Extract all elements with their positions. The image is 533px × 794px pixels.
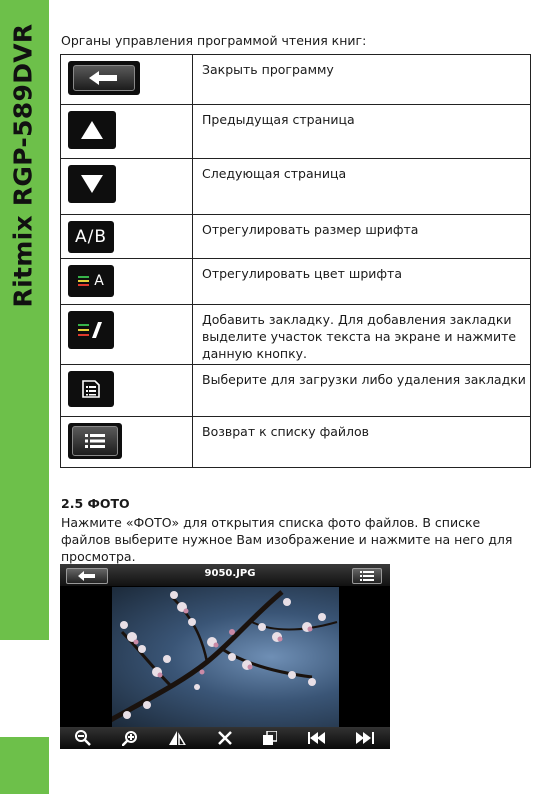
file-list-icon	[360, 571, 374, 581]
triangle-up-icon	[81, 121, 103, 139]
viewer-toolbar	[60, 727, 390, 749]
control-desc: Следующая страница	[193, 159, 531, 215]
file-list-button[interactable]	[68, 423, 122, 459]
slideshow-icon[interactable]	[263, 731, 277, 745]
font-size-icon: A/B	[74, 227, 108, 247]
next-page-button[interactable]	[68, 165, 116, 203]
blossom-image	[112, 587, 339, 727]
photo-viewer-screenshot	[60, 564, 390, 749]
viewer-filename: 9050.JPG	[204, 568, 256, 579]
control-desc: Отрегулировать цвет шрифта	[193, 259, 531, 305]
font-color-icon	[78, 275, 90, 287]
table-row	[61, 105, 531, 159]
previous-page-button[interactable]	[68, 111, 116, 149]
table-row	[61, 417, 531, 468]
section-title: 2.5 ФОТО	[61, 496, 130, 511]
triangle-down-icon	[81, 175, 103, 193]
control-desc: Добавить закладку. Для добавления закладки выделите участок текста на экране и нажмите данную кнопку.	[193, 305, 531, 365]
section-body: Нажмите «ФОТО» для открытия списка фото файлов. В списке файлов выберите нужное Вам изображение и нажмите на него для просмотра.	[61, 515, 513, 564]
font-size-button[interactable]	[68, 221, 114, 253]
viewer-back-button[interactable]	[66, 568, 108, 584]
viewer-top-bar	[60, 564, 390, 586]
table-row	[61, 159, 531, 215]
back-arrow-icon	[89, 71, 119, 85]
back-arrow-icon	[78, 571, 96, 581]
side-bar	[0, 0, 49, 794]
font-color-button[interactable]	[68, 265, 114, 297]
blossom-photo[interactable]	[112, 587, 339, 727]
controls-table	[60, 54, 531, 468]
zoom-out-icon[interactable]	[75, 730, 91, 746]
control-desc: Предыдущая страница	[193, 105, 531, 159]
intro-text: Органы управления программой чтения книг:	[61, 33, 367, 48]
fit-screen-icon[interactable]	[218, 731, 232, 745]
table-row	[61, 215, 531, 259]
control-desc: Выберите для загрузки либо удаления закладки	[193, 365, 531, 417]
side-bar-gap	[0, 640, 49, 737]
viewer-list-button[interactable]	[352, 568, 382, 584]
control-desc: Отрегулировать размер шрифта	[193, 215, 531, 259]
table-row	[61, 259, 531, 305]
back-button[interactable]	[68, 61, 140, 95]
font-color-letter: A	[94, 273, 104, 289]
previous-icon[interactable]	[308, 732, 326, 744]
table-row	[61, 305, 531, 365]
zoom-in-icon[interactable]	[122, 730, 138, 746]
table-row	[61, 365, 531, 417]
control-desc: Закрыть программу	[193, 55, 531, 105]
next-icon[interactable]	[356, 732, 374, 744]
side-label: Ritmix RGP-589DVR	[8, 23, 38, 307]
bookmark-list-button[interactable]	[68, 371, 114, 407]
control-desc: Возврат к списку файлов	[193, 417, 531, 468]
rotate-icon[interactable]	[169, 731, 187, 745]
bookmark-add-icon	[78, 321, 104, 339]
table-row	[61, 55, 531, 105]
file-list-icon	[85, 433, 105, 449]
side-label-wrap	[1, 23, 45, 307]
bookmark-list-icon	[81, 379, 101, 399]
add-bookmark-button[interactable]	[68, 311, 114, 349]
